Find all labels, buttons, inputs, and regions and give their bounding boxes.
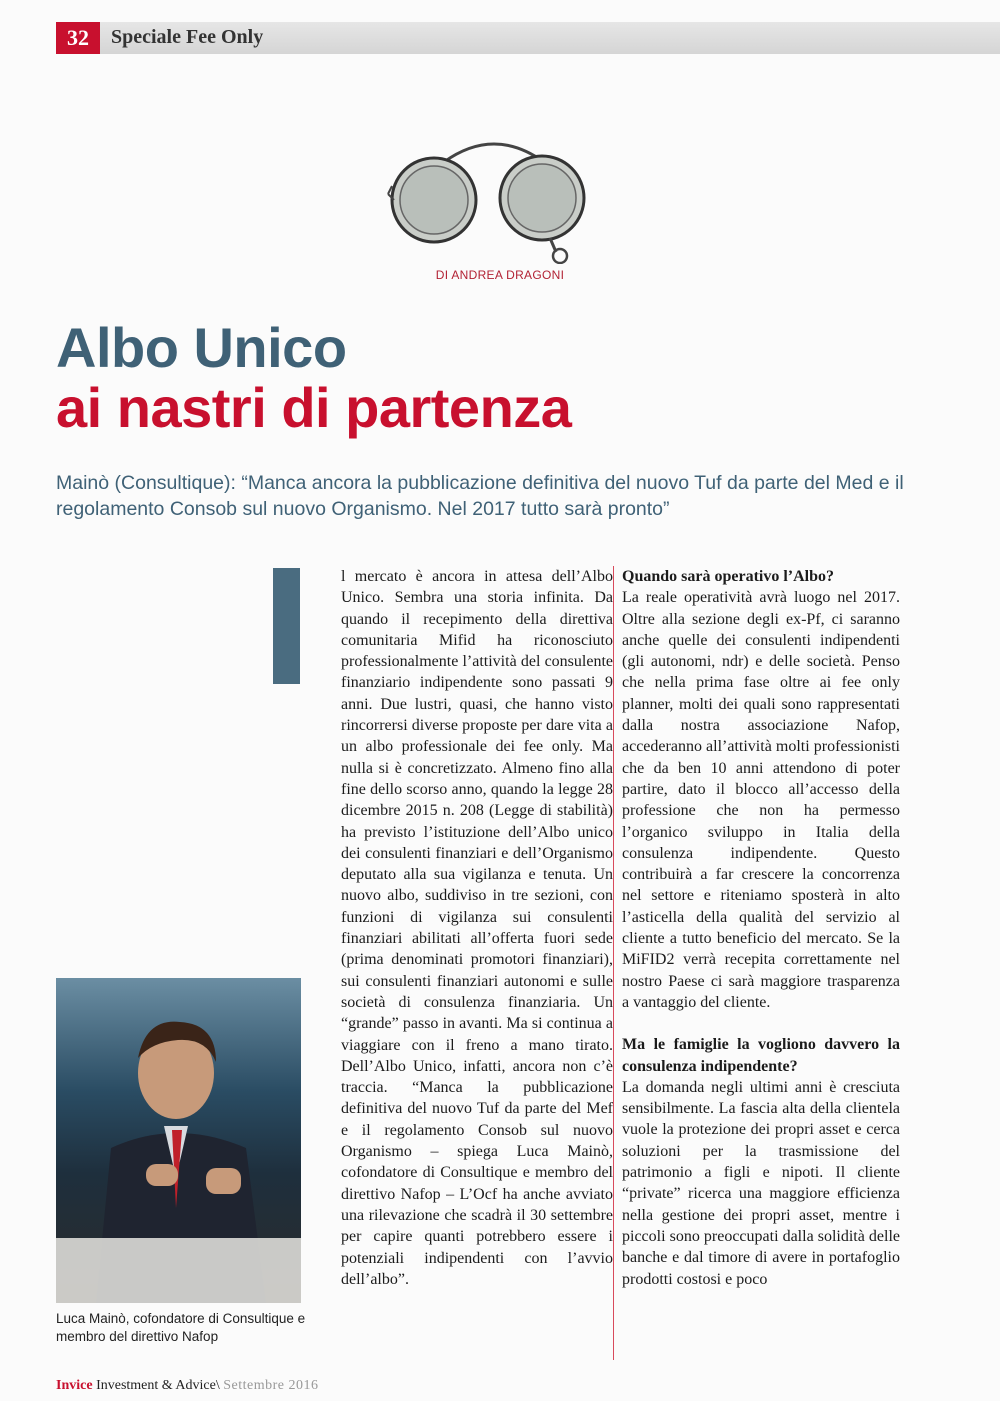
glasses-illustration <box>384 134 604 264</box>
section-title: Speciale Fee Only <box>111 26 264 48</box>
page-number: 32 <box>56 22 100 54</box>
interview-answer-1: La reale operatività avrà luogo nel 2017. Oltre alla sezione degli ex-Pf, ci saranno anche quelle dei consulenti indipendenti (gli autonomi, ndr) e delle società. Penso che nella prima fase oltre ai fee only planner, molti dei quali sono rappresentati dalla nostra associazione Nafop, accederanno all’attività molti professionisti che da ben 10 anni attendono di poter partire, dato il blocco all’accesso della professione che non ha permesso l’organico sviluppo in Italia della consulenza indipendente. Questo contribuirà a far crescere la concorrenza nel settore e riteniamo sposterà in alto l’asticella della qualità del servizio al cliente a tutto beneficio del mercato. Se la MiFID2 verrà recepita correttamente nel nostro Paese ci sarà maggiore trasparenza a vantaggio del cliente. <box>622 589 900 1011</box>
interview-question-1: Quando sarà operativo l’Albo? <box>622 568 835 585</box>
portrait-photo <box>56 978 301 1303</box>
interview-question-2: Ma le famiglie la vogliono davvero la consulenza indipendente? <box>622 1036 900 1075</box>
byline: DI ANDREA DRAGONI <box>435 268 565 282</box>
title-line-1: Albo Unico <box>56 316 347 379</box>
article-subtitle: Mainò (Consultique): “Manca ancora la pubblicazione definitiva del nuovo Tuf da parte del Med e il regolamento Consob sul nuovo Organismo. Nel 2017 tutto sarà pronto” <box>56 472 904 520</box>
article-column-2 <box>622 566 900 1290</box>
page-footer <box>56 1378 318 1394</box>
interview-answer-2: La domanda negli ultimi anni è cresciuta sensibilmente. La fascia alta della clientela vuole la protezione dei propri asset e cerca soluzioni per la trasmissione del patrimonio a figli e nipoti. Il cliente “private” ricerca una maggiore efficienza nella gestione dei propri asset, mentre i piccoli sono preoccupati dalla solidità delle banche e dal timore di avere in portafoglio prodotti costosi e poco <box>622 1078 900 1288</box>
drop-cap <box>273 568 300 684</box>
footer-magazine: Investment & Advice\ <box>96 1378 220 1393</box>
page-header <box>56 22 1000 54</box>
article-column-1 <box>341 566 613 1290</box>
title-line-2: ai nastri di partenza <box>56 376 572 439</box>
photo-caption: Luca Mainò, cofondatore di Consultique e membro del direttivo Nafop <box>56 1311 306 1344</box>
footer-date: Settembre 2016 <box>223 1378 319 1393</box>
column-divider <box>613 566 614 1360</box>
article-title <box>56 318 571 438</box>
footer-brand: Invice <box>56 1378 93 1393</box>
article-body-intro: l mercato è ancora in attesa dell’Albo Unico. Sembra una storia infinita. Da quando il recepimento della direttiva comunitaria Mifid ha riconosciuto professionalmente l’attività del consulente finanziario indipendente sono passati 9 anni. Due lustri, quasi, che hanno visto rincorrersi diverse proposte per dare vita a un albo professionale dei fee only. Ma nulla si è concretizzato. Almeno fino alla fine dello scorso anno, quando la legge 28 dicembre 2015 n. 208 (Legge di stabilità) ha previsto l’istituzione dell’Albo unico dei consulenti finanziari e dell’Organismo deputato alla sua vigilanza e tenuta. Un nuovo albo, suddiviso in tre sezioni, con funzioni di vigilanza sui consulenti finanziari abilitati all’offerta fuori sede (prima denominati promotori finanziari), sui consulenti finanziari autonomi e sulle società di consulenza finanziaria. Un “grande” passo in avanti. Ma si continua a viaggiare con il freno a mano tirato. Dell’Albo Unico, infatti, ancora non c’è traccia. “Manca la pubblicazione definitiva del nuovo Tuf da parte del Mef e il regolamento Consob sul nuovo Organismo – spiega Luca Mainò, cofondatore di Consultique e membro del direttivo Nafop – L’Ocf ha anche avviato una rilevazione che scadrà il 30 settembre per capire quanti potrebbero essere i potenziali indipendenti con l’avvio dell’albo”. <box>341 568 613 1288</box>
